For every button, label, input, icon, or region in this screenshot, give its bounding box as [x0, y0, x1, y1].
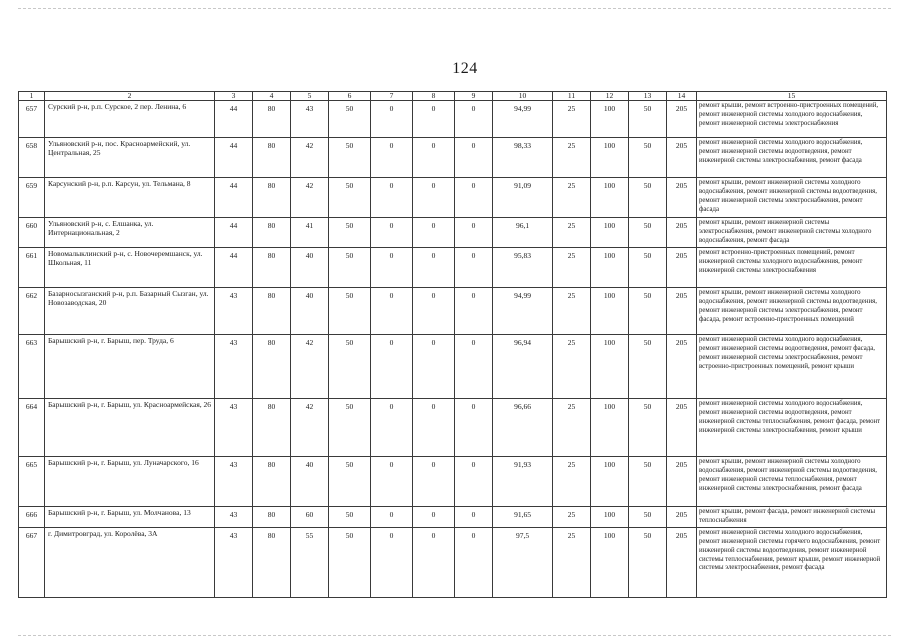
col-12-cell: 100 — [591, 507, 629, 528]
col-11-cell: 25 — [553, 457, 591, 507]
col-4-cell: 80 — [253, 138, 291, 178]
col-8-cell: 0 — [413, 288, 455, 335]
column-header-14: 14 — [667, 92, 697, 101]
col-4-cell: 80 — [253, 399, 291, 457]
col-5-cell: 42 — [291, 399, 329, 457]
col-9-cell: 0 — [455, 248, 493, 288]
col-8-cell: 0 — [413, 248, 455, 288]
col-9-cell: 0 — [455, 457, 493, 507]
column-header-4: 4 — [253, 92, 291, 101]
column-header-5: 5 — [291, 92, 329, 101]
col-5-cell: 41 — [291, 218, 329, 248]
col-6-cell: 50 — [329, 138, 371, 178]
col-10-cell: 96,66 — [493, 399, 553, 457]
col-4-cell: 80 — [253, 178, 291, 218]
column-header-2: 2 — [45, 92, 215, 101]
col-5-cell: 60 — [291, 507, 329, 528]
row-number-cell: 666 — [19, 507, 45, 528]
col-4-cell: 80 — [253, 101, 291, 138]
row-number-cell: 660 — [19, 218, 45, 248]
col-6-cell: 50 — [329, 288, 371, 335]
col-8-cell: 0 — [413, 527, 455, 597]
table-row — [19, 101, 887, 138]
col-8-cell: 0 — [413, 178, 455, 218]
col-9-cell: 0 — [455, 527, 493, 597]
row-number-cell: 661 — [19, 248, 45, 288]
col-7-cell: 0 — [371, 399, 413, 457]
table-row — [19, 527, 887, 597]
col-4-cell: 80 — [253, 335, 291, 399]
table-row — [19, 138, 887, 178]
col-5-cell: 40 — [291, 288, 329, 335]
column-header-6: 6 — [329, 92, 371, 101]
col-7-cell: 0 — [371, 101, 413, 138]
col-10-cell: 98,33 — [493, 138, 553, 178]
col-10-cell: 96,1 — [493, 218, 553, 248]
col-9-cell: 0 — [455, 507, 493, 528]
col-12-cell: 100 — [591, 218, 629, 248]
col-5-cell: 42 — [291, 335, 329, 399]
address-cell: Ульяновский р-н, пос. Красноармейский, ул. Центральная, 25 — [45, 138, 215, 178]
col-13-cell: 50 — [629, 507, 667, 528]
col-4-cell: 80 — [253, 288, 291, 335]
col-8-cell: 0 — [413, 335, 455, 399]
col-5-cell: 43 — [291, 101, 329, 138]
col-11-cell: 25 — [553, 527, 591, 597]
col-7-cell: 0 — [371, 335, 413, 399]
works-list-cell: ремонт крыши, ремонт инженерной системы холодного водоснабжения, ремонт инженерной системы водоотведения, ремонт инженерной системы теплоснабжения, ремонт инженерной системы электроснабжения, ремонт фасада — [697, 457, 887, 507]
col-3-cell: 43 — [215, 335, 253, 399]
column-header-7: 7 — [371, 92, 413, 101]
col-6-cell: 50 — [329, 218, 371, 248]
column-header-row — [19, 92, 887, 101]
col-7-cell: 0 — [371, 527, 413, 597]
col-12-cell: 100 — [591, 335, 629, 399]
works-list-cell: ремонт инженерной системы холодного водоснабжения, ремонт инженерной системы водоотведения, ремонт инженерной системы электроснабжения, ремонт фасада — [697, 138, 887, 178]
col-3-cell: 43 — [215, 507, 253, 528]
works-list-cell: ремонт инженерной системы холодного водоснабжения, ремонт инженерной системы горячего водоснабжения, ремонт инженерной системы водоотведения, ремонт инженерной системы теплоснабжения, ремонт крыши, ремонт инженерной системы электроснабжения, ремонт фасада — [697, 527, 887, 597]
address-cell: г. Димитровград, ул. Королёва, 3А — [45, 527, 215, 597]
address-cell: Ульяновский р-н, с. Елшанка, ул. Интернациональная, 2 — [45, 218, 215, 248]
address-cell: Новомалыклинский р-н, с. Новочеремшанск, ул. Школьная, 11 — [45, 248, 215, 288]
col-11-cell: 25 — [553, 288, 591, 335]
scan-edge-bottom — [18, 635, 891, 636]
col-7-cell: 0 — [371, 457, 413, 507]
col-6-cell: 50 — [329, 399, 371, 457]
col-9-cell: 0 — [455, 101, 493, 138]
col-4-cell: 80 — [253, 527, 291, 597]
col-4-cell: 80 — [253, 457, 291, 507]
col-3-cell: 44 — [215, 138, 253, 178]
col-10-cell: 91,93 — [493, 457, 553, 507]
col-3-cell: 44 — [215, 248, 253, 288]
col-11-cell: 25 — [553, 507, 591, 528]
col-6-cell: 50 — [329, 101, 371, 138]
col-14-cell: 205 — [667, 335, 697, 399]
col-11-cell: 25 — [553, 101, 591, 138]
col-12-cell: 100 — [591, 527, 629, 597]
register-table — [18, 91, 887, 598]
row-number-cell: 663 — [19, 335, 45, 399]
col-11-cell: 25 — [553, 218, 591, 248]
col-7-cell: 0 — [371, 288, 413, 335]
col-8-cell: 0 — [413, 101, 455, 138]
address-cell: Карсунский р-н, р.п. Карсун, ул. Тельмана, 8 — [45, 178, 215, 218]
col-8-cell: 0 — [413, 138, 455, 178]
col-12-cell: 100 — [591, 248, 629, 288]
col-7-cell: 0 — [371, 138, 413, 178]
col-3-cell: 44 — [215, 101, 253, 138]
page-number: 124 — [452, 60, 478, 77]
col-13-cell: 50 — [629, 457, 667, 507]
table-row — [19, 507, 887, 528]
row-number-cell: 664 — [19, 399, 45, 457]
col-7-cell: 0 — [371, 178, 413, 218]
col-6-cell: 50 — [329, 178, 371, 218]
col-9-cell: 0 — [455, 138, 493, 178]
col-11-cell: 25 — [553, 399, 591, 457]
col-9-cell: 0 — [455, 218, 493, 248]
col-12-cell: 100 — [591, 178, 629, 218]
table-row — [19, 399, 887, 457]
row-number-cell: 657 — [19, 101, 45, 138]
works-list-cell: ремонт крыши, ремонт инженерной системы электроснабжения, ремонт инженерной системы холодного водоснабжения, ремонт фасада — [697, 218, 887, 248]
col-14-cell: 205 — [667, 507, 697, 528]
col-4-cell: 80 — [253, 507, 291, 528]
row-number-cell: 662 — [19, 288, 45, 335]
works-list-cell: ремонт инженерной системы холодного водоснабжения, ремонт инженерной системы водоотведения, ремонт инженерной системы теплоснабжения, ремонт фасада, ремонт инженерной системы электроснабжения, ремонт крыши — [697, 399, 887, 457]
col-9-cell: 0 — [455, 178, 493, 218]
col-12-cell: 100 — [591, 457, 629, 507]
table-row — [19, 218, 887, 248]
table-row — [19, 457, 887, 507]
col-9-cell: 0 — [455, 335, 493, 399]
row-number-cell: 659 — [19, 178, 45, 218]
col-14-cell: 205 — [667, 218, 697, 248]
col-5-cell: 40 — [291, 457, 329, 507]
col-5-cell: 55 — [291, 527, 329, 597]
col-8-cell: 0 — [413, 507, 455, 528]
address-cell: Барышский р-н, г. Барыш, ул. Луначарского, 16 — [45, 457, 215, 507]
col-14-cell: 205 — [667, 457, 697, 507]
column-header-12: 12 — [591, 92, 629, 101]
table-row — [19, 248, 887, 288]
col-3-cell: 43 — [215, 527, 253, 597]
col-3-cell: 44 — [215, 178, 253, 218]
table-row — [19, 288, 887, 335]
col-3-cell: 43 — [215, 457, 253, 507]
col-8-cell: 0 — [413, 457, 455, 507]
column-header-11: 11 — [553, 92, 591, 101]
column-header-10: 10 — [493, 92, 553, 101]
col-10-cell: 97,5 — [493, 527, 553, 597]
table-body — [19, 101, 887, 598]
column-header-9: 9 — [455, 92, 493, 101]
column-header-8: 8 — [413, 92, 455, 101]
col-14-cell: 205 — [667, 399, 697, 457]
col-12-cell: 100 — [591, 399, 629, 457]
address-cell: Барышский р-н, г. Барыш, пер. Труда, 6 — [45, 335, 215, 399]
col-14-cell: 205 — [667, 288, 697, 335]
col-6-cell: 50 — [329, 248, 371, 288]
works-list-cell: ремонт крыши, ремонт встроенно-пристроенных помещений, ремонт инженерной системы холодного водоснабжения, ремонт инженерной системы электроснабжения — [697, 101, 887, 138]
col-9-cell: 0 — [455, 288, 493, 335]
scan-edge-top — [18, 8, 891, 9]
col-4-cell: 80 — [253, 218, 291, 248]
col-6-cell: 50 — [329, 507, 371, 528]
col-5-cell: 40 — [291, 248, 329, 288]
col-13-cell: 50 — [629, 218, 667, 248]
col-13-cell: 50 — [629, 288, 667, 335]
col-14-cell: 205 — [667, 138, 697, 178]
col-12-cell: 100 — [591, 138, 629, 178]
col-3-cell: 44 — [215, 218, 253, 248]
table-row — [19, 335, 887, 399]
col-8-cell: 0 — [413, 218, 455, 248]
works-list-cell: ремонт крыши, ремонт инженерной системы холодного водоснабжения, ремонт инженерной системы водоотведения, ремонт инженерной системы электроснабжения, ремонт фасада — [697, 178, 887, 218]
col-13-cell: 50 — [629, 248, 667, 288]
col-8-cell: 0 — [413, 399, 455, 457]
col-14-cell: 205 — [667, 248, 697, 288]
column-header-3: 3 — [215, 92, 253, 101]
col-7-cell: 0 — [371, 218, 413, 248]
col-10-cell: 95,83 — [493, 248, 553, 288]
column-header-15: 15 — [697, 92, 887, 101]
address-cell: Барышский р-н, г. Барыш, ул. Молчанова, 13 — [45, 507, 215, 528]
col-11-cell: 25 — [553, 138, 591, 178]
col-3-cell: 43 — [215, 399, 253, 457]
row-number-cell: 665 — [19, 457, 45, 507]
col-3-cell: 43 — [215, 288, 253, 335]
col-6-cell: 50 — [329, 457, 371, 507]
col-7-cell: 0 — [371, 248, 413, 288]
col-5-cell: 42 — [291, 178, 329, 218]
row-number-cell: 667 — [19, 527, 45, 597]
col-6-cell: 50 — [329, 527, 371, 597]
column-header-13: 13 — [629, 92, 667, 101]
address-cell: Сурский р-н, р.п. Сурское, 2 пер. Ленина, 6 — [45, 101, 215, 138]
col-10-cell: 96,94 — [493, 335, 553, 399]
works-list-cell: ремонт крыши, ремонт фасада, ремонт инженерной системы теплоснабжения — [697, 507, 887, 528]
col-10-cell: 94,99 — [493, 288, 553, 335]
col-9-cell: 0 — [455, 399, 493, 457]
col-4-cell: 80 — [253, 248, 291, 288]
col-14-cell: 205 — [667, 178, 697, 218]
col-13-cell: 50 — [629, 178, 667, 218]
table-row — [19, 178, 887, 218]
works-list-cell: ремонт встроенно-пристроенных помещений, ремонт инженерной системы холодного водоснабжения, ремонт инженерной системы электроснабжения — [697, 248, 887, 288]
col-13-cell: 50 — [629, 335, 667, 399]
col-12-cell: 100 — [591, 101, 629, 138]
address-cell: Барышский р-н, г. Барыш, ул. Красноармейская, 26 — [45, 399, 215, 457]
col-14-cell: 205 — [667, 527, 697, 597]
col-13-cell: 50 — [629, 527, 667, 597]
works-list-cell: ремонт инженерной системы холодного водоснабжения, ремонт инженерной системы водоотведения, ремонт фасада, ремонт инженерной системы электроснабжения, ремонт встроенно-пристроенных помещений, ремонт крыши — [697, 335, 887, 399]
col-5-cell: 42 — [291, 138, 329, 178]
col-6-cell: 50 — [329, 335, 371, 399]
col-11-cell: 25 — [553, 248, 591, 288]
works-list-cell: ремонт крыши, ремонт инженерной системы холодного водоснабжения, ремонт инженерной системы водоотведения, ремонт инженерной системы электроснабжения, ремонт фасада, ремонт встроенно-пристроенных помещений — [697, 288, 887, 335]
col-12-cell: 100 — [591, 288, 629, 335]
col-14-cell: 205 — [667, 101, 697, 138]
row-number-cell: 658 — [19, 138, 45, 178]
col-10-cell: 91,09 — [493, 178, 553, 218]
col-11-cell: 25 — [553, 335, 591, 399]
column-header-1: 1 — [19, 92, 45, 101]
col-13-cell: 50 — [629, 138, 667, 178]
col-13-cell: 50 — [629, 399, 667, 457]
col-10-cell: 91,65 — [493, 507, 553, 528]
col-7-cell: 0 — [371, 507, 413, 528]
col-11-cell: 25 — [553, 178, 591, 218]
address-cell: Базарносызганский р-н, р.п. Базарный Сызган, ул. Новозаводская, 20 — [45, 288, 215, 335]
col-10-cell: 94,99 — [493, 101, 553, 138]
col-13-cell: 50 — [629, 101, 667, 138]
